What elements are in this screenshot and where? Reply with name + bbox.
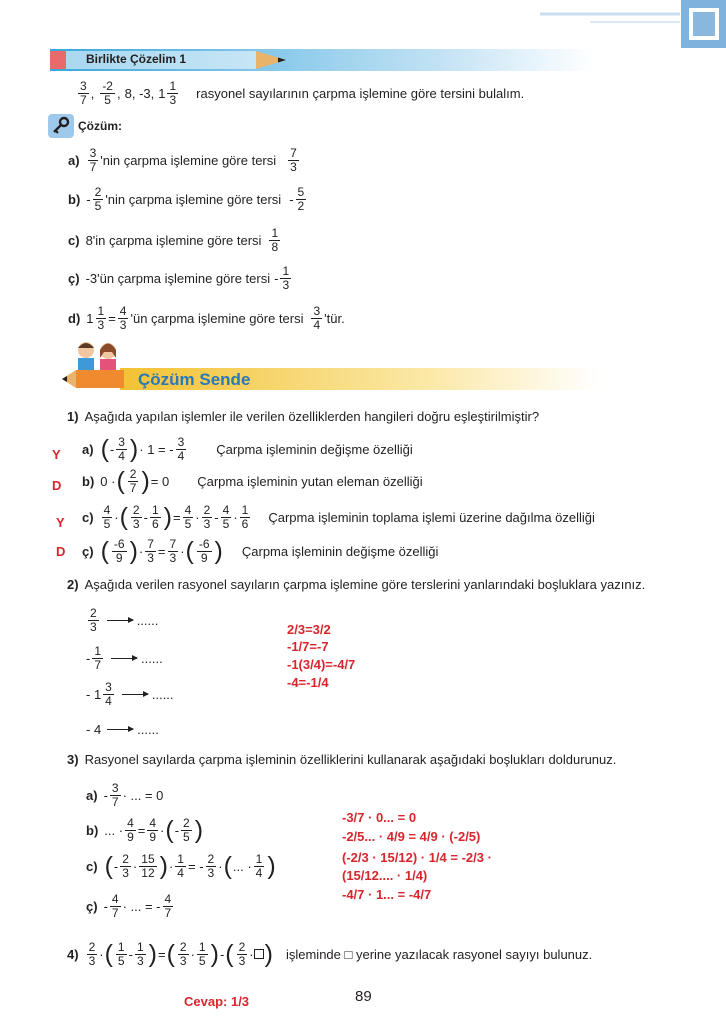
intro-text: rasyonel sayılarının çarpma işlemine göre tersini bulalım.	[196, 85, 525, 101]
q2-text: 2) Aşağıda verilen rasyonel sayıların çarpma işlemine göre terslerini yanlarındaki boşluklara yazınız.	[67, 577, 646, 592]
q1-item-b: b) 0 · ( 2 7 ) = 0 Çarpma işleminin yutan eleman özelliği	[82, 466, 423, 495]
q1-mark-cc: D	[56, 544, 66, 559]
q3-answer-5: -4/7 · 1... = -4/7	[342, 887, 432, 902]
q2-answer-2: -1/7=-7	[287, 639, 329, 654]
cozum-heading: Çözüm:	[48, 114, 128, 138]
pencil-eraser-icon	[50, 51, 66, 69]
q3-answer-3: (-2/3 · 15/12) · 1/4 = -2/3 ·	[342, 850, 492, 865]
q2-answer-4: -4=-1/4	[287, 675, 329, 690]
q3-item-cc: ç) - 4 7 · ... = - 4 7	[86, 892, 172, 920]
intro-line: 3 7 , -2 5 , 8, -3, 1 1 3 rasyonel sayılarının çarpma işlemine göre tersini bulalım.	[80, 79, 525, 107]
q3-answer-2: -2/5... · 4/9 = 4/9 · (-2/5)	[342, 829, 481, 844]
q1-item-c: c) 4 5 · ( 2 3 - 1 6 ) = 4 5 · 2 3 - 4 5 · 1 6 Çarpma işleminin toplama işlemi üzerine dağılma özelliği	[82, 502, 595, 531]
birlikte-cozelim-banner	[50, 49, 595, 71]
cozum-sende-banner	[60, 340, 600, 392]
q1-text: 1) Aşağıda yapılan işlemler ile verilen özelliklerden hangileri doğru eşleştirilmiştir?	[67, 409, 540, 424]
key-icon	[48, 114, 74, 138]
q3-answer-1: -3/7 · 0... = 0	[342, 810, 417, 825]
q1-item-a: a) ( - 3 4 ) · 1 = - 3 4 Çarpma işleminin değişme özelliği	[82, 434, 413, 463]
q2-item-4: - 4 ......	[86, 722, 159, 737]
q4-answer: Cevap: 1/3	[184, 994, 250, 1009]
arrow-icon	[111, 658, 137, 659]
arrow-icon	[107, 729, 133, 730]
q1-mark-b: D	[52, 478, 62, 493]
q3-text: 3) Rasyonel sayılarda çarpma işleminin özelliklerini kullanarak aşağıdaki boşlukları doldurunuz.	[67, 752, 617, 767]
q4-item: 4) 2 3 · ( 1 5 - 1 3 ) = ( 2 3 · 1 5 ) - ( 2 3 · ) işleminde □ yerine yazılacak rasyonel sayıyı bulunuz.	[67, 939, 593, 968]
solution-a: a) 3 7 'nin çarpma işlemine göre tersi 7 3	[68, 146, 297, 174]
q3-answer-4: (15/12.... · 1/4)	[342, 868, 428, 883]
section-title: Çözüm Sende	[138, 370, 251, 389]
arrow-icon	[122, 694, 148, 695]
solution-d: d) 1 $\frac{1}{3}$ = $\frac{4}{3}$ 'ün çarpma işlemine göre tersi 3 4 'tür.	[68, 304, 345, 332]
q2-item-3: - 1 3 4 ......	[86, 680, 174, 708]
q3-item-a: a) - 3 7 · ... = 0	[86, 781, 164, 809]
q2-answer-3: -1(3/4)=-4/7	[287, 657, 356, 672]
q2-item-2: - 1 7 ......	[86, 644, 163, 672]
solution-c: c) 8'in çarpma işlemine göre tersi 1 8	[68, 226, 279, 254]
page-number: 89	[355, 988, 372, 1005]
arrow-icon	[107, 620, 133, 621]
banner-title: Birlikte Çözelim 1	[86, 52, 187, 66]
solution-cc: ç) -3'ün çarpma işlemine göre tersi - 1 3	[68, 264, 290, 292]
q1-mark-a: Y	[52, 447, 61, 462]
q2-answer-1: 2/3=3/2	[287, 622, 331, 637]
box-icon	[254, 949, 264, 959]
q2-item-1: 2 3 ......	[90, 606, 159, 634]
q1-mark-c: Y	[56, 515, 65, 530]
solution-b: b) - 2 5 'nin çarpma işlemine göre tersi - 5 2	[68, 185, 305, 213]
q3-item-b: b) ... · 4 9 = 4 9 · ( - 2 5 )	[86, 815, 204, 844]
kids-illustration-icon	[78, 342, 116, 370]
q3-item-c: c) ( - 2 3 · 15 12 ) · 1 4 = - 2 3 · ( ... · 1 4 )	[86, 851, 276, 880]
q1-item-cc: ç) ( -6 9 ) · 7 3 = 7 3 · ( -6 9 ) Çarpma işleminin değişme özelliği	[82, 536, 439, 565]
